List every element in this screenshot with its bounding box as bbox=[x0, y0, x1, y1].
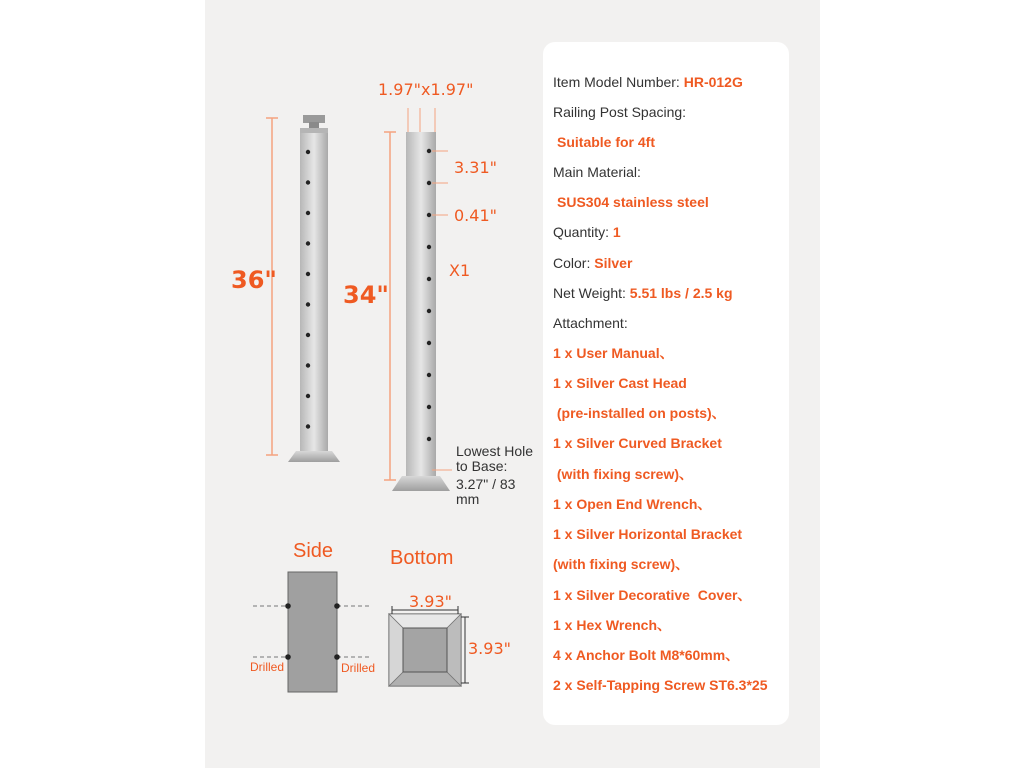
lowest-hole-label: Lowest Hole to Base: bbox=[456, 443, 534, 474]
spec-material-value: SUS304 stainless steel bbox=[557, 194, 709, 210]
height-34-label: 34" bbox=[343, 281, 389, 309]
attachment-item: 1 x Silver Horizontal Bracket bbox=[553, 526, 743, 542]
attachment-item: 2 x Self-Tapping Screw ST6.3*25 bbox=[553, 677, 768, 693]
cable-hole bbox=[306, 211, 310, 215]
lowest-hole-value: 3.27" / 83 mm bbox=[456, 476, 516, 507]
cable-hole bbox=[306, 394, 310, 398]
cable-hole bbox=[427, 149, 431, 153]
spec-model: Item Model Number: HR-012G bbox=[553, 74, 743, 90]
attachment-item: (with fixing screw)、 bbox=[553, 466, 694, 482]
cable-hole bbox=[427, 309, 431, 313]
hole-spacing-label: 3.31" bbox=[454, 158, 497, 177]
cable-hole bbox=[306, 424, 310, 428]
bottom-title: Bottom bbox=[390, 547, 454, 569]
attachment-item: (pre-installed on posts)、 bbox=[553, 405, 726, 421]
attachment-item: (with fixing screw)、 bbox=[553, 556, 690, 572]
post-2-base bbox=[392, 476, 450, 491]
cable-hole bbox=[306, 302, 310, 306]
cable-hole bbox=[427, 277, 431, 281]
side-drilled-right: Drilled bbox=[341, 661, 376, 675]
bottom-view bbox=[389, 606, 469, 686]
cable-hole bbox=[306, 333, 310, 337]
cable-hole bbox=[427, 405, 431, 409]
cable-hole bbox=[306, 150, 310, 154]
cable-hole bbox=[427, 213, 431, 217]
post-2-tube bbox=[406, 132, 436, 476]
post-1-cast-head bbox=[303, 115, 325, 123]
post-1 bbox=[288, 115, 340, 462]
attachment-item: 1 x Silver Decorative Cover、 bbox=[553, 587, 752, 603]
cable-hole bbox=[427, 373, 431, 377]
side-tube bbox=[288, 572, 337, 692]
top-size-label: 1.97"x1.97" bbox=[378, 80, 474, 99]
attachment-item: 4 x Anchor Bolt M8*60mm、 bbox=[553, 647, 740, 663]
spec-spacing-label: Railing Post Spacing: bbox=[553, 104, 687, 120]
post-2 bbox=[392, 132, 450, 491]
side-title: Side bbox=[293, 540, 334, 562]
post-1-tube bbox=[300, 133, 328, 451]
height-36-label: 36" bbox=[231, 266, 277, 294]
bottom-width-label: 3.93" bbox=[409, 592, 452, 611]
cable-hole bbox=[306, 180, 310, 184]
cable-hole bbox=[427, 181, 431, 185]
attachment-item: 1 x Hex Wrench、 bbox=[553, 617, 672, 633]
cable-hole bbox=[427, 245, 431, 249]
bottom-depth-label: 3.93" bbox=[468, 639, 511, 658]
spec-quantity: Quantity: 1 bbox=[553, 224, 621, 240]
attachment-item: 1 x User Manual、 bbox=[553, 345, 674, 361]
cable-hole bbox=[306, 241, 310, 245]
side-drilled-left: Drilled bbox=[250, 660, 285, 674]
attachment-item: 1 x Open End Wrench、 bbox=[553, 496, 712, 512]
spec-color: Color: Silver bbox=[553, 255, 633, 271]
hole-diameter-label: 0.41" bbox=[454, 206, 497, 225]
spec-spacing-value: Suitable for 4ft bbox=[557, 134, 656, 150]
cable-hole bbox=[427, 437, 431, 441]
post-1-base bbox=[288, 451, 340, 462]
attachment-item: 1 x Silver Curved Bracket bbox=[553, 435, 722, 451]
cable-hole bbox=[306, 363, 310, 367]
quantity-mark: X1 bbox=[449, 261, 471, 280]
cable-hole bbox=[306, 272, 310, 276]
spec-weight: Net Weight: 5.51 lbs / 2.5 kg bbox=[553, 285, 733, 301]
attachment-item: 1 x Silver Cast Head bbox=[553, 375, 687, 391]
cable-hole bbox=[427, 341, 431, 345]
spec-attachment-label: Attachment: bbox=[553, 315, 628, 331]
spec-material-label: Main Material: bbox=[553, 164, 641, 180]
